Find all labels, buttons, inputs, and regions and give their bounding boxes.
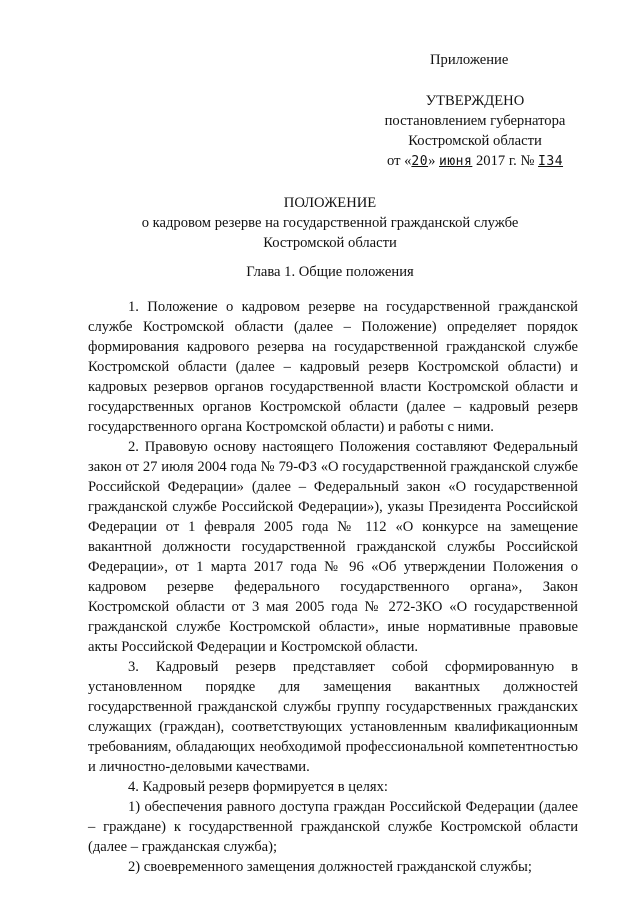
order-mid: » (428, 153, 436, 169)
order-month: июня (439, 154, 473, 169)
paragraph: 2. Правовую основу настоящего Положения составляют Федеральный закон от 27 июля 2004 года № 79-ФЗ «О государственной гражданской службе Российской Федерации» (далее – Федеральный закон «О государственной гражданской службе Российской Федерации»), указы Президента Российской Федерации от 1 февраля 2005 года № 112 «О конкурсе на замещение вакантной должности государственной гражданской службы Российской Федерации», от 1 марта 2017 года № 96 «Об утверждении Положения о кадровом резерве федерального государственного органа», Закон Костромской области от 3 мая 2005 года № 272-ЗКО «О государственной гражданской службе Костромской области», иные нормативные правовые акты Российской Федерации и Костромской области. (88, 439, 578, 655)
title-sub-2: Костромской области (263, 235, 397, 251)
paragraph: 4. Кадровый резерв формируется в целях: (128, 779, 388, 795)
document-body (88, 297, 578, 877)
chapter-heading: Глава 1. Общие положения (246, 264, 414, 280)
paragraph: 1. Положение о кадровом резерве на государственной гражданской службе Костромской области (далее – Положение) определяет порядок формирования кадрового резерва на государственной гражданской службе Костромской области (далее – кадровый резерв Костромской области) и кадровых резервов органов государственной власти Костромской области и государственных органов Костромской области (далее – кадровый резерв государственного органа Костромской области) и работы с ними. (88, 299, 578, 435)
order-day: 20 (411, 154, 429, 169)
appendix-label: Приложение (430, 52, 509, 68)
order-prefix: от « (386, 153, 412, 169)
order-date-line (360, 151, 590, 171)
paragraph: 3. Кадровый резерв представляет собой сформированную в установленном порядке для замещения вакантных должностей государственной гражданской службы группу государственных гражданских служащих (граждан), соответствующих установленным квалификационным требованиям, обладающих необходимой профессиональной компетентностью и личностно-деловыми качествами. (88, 659, 578, 775)
approved-stamp-text: УТВЕРЖДЕНО (425, 93, 525, 109)
approval-line-1: постановлением губернатора (384, 113, 566, 129)
order-number: I34 (538, 154, 564, 169)
title-sub-1: о кадровом резерве на государственной гражданской службе (141, 215, 519, 231)
title-main: ПОЛОЖЕНИЕ (283, 195, 377, 211)
approval-line-2: Костромской области (408, 133, 542, 149)
order-year: 2017 г. № (475, 153, 535, 169)
approval-block (360, 91, 590, 171)
paragraph: 1) обеспечения равного доступа граждан Российской Федерации (далее – граждане) к государственной гражданской службе Костромской области (далее – гражданская служба); (88, 799, 578, 855)
paragraph: 2) своевременного замещения должностей гражданской службы; (128, 859, 532, 875)
document-title (80, 193, 580, 253)
